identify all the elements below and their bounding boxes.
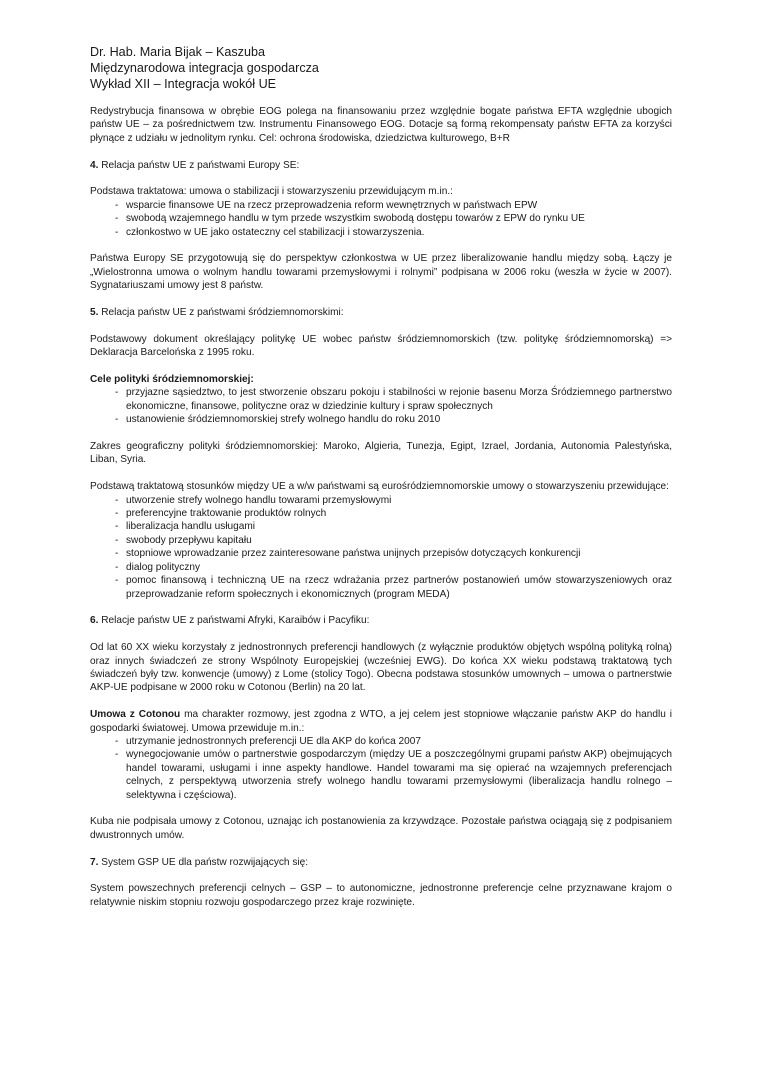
list-item: - utrzymanie jednostronnych preferencji UE dla AKP do końca 2007 <box>115 735 421 747</box>
list-item: - preferencyjne traktowanie produktów rolnych <box>115 508 327 520</box>
list-item: - utworzenie strefy wolnego handlu towarami przemysłowymi <box>115 494 392 506</box>
section-6-title: Relacje państw UE z państwami Afryki, Karaibów i Pacyfiku: <box>98 615 370 627</box>
section-5-title: Relacja państw UE z państwami śródziemnomorskimi: <box>98 307 344 319</box>
section-5-paragraph-1: Podstawowy dokument określający politykę UE wobec państw śródziemnomorskich (tzw. politykę śródziemnomorską) => Deklaracja Barcelońska z 1995 roku. <box>90 333 672 359</box>
list-item: - wsparcie finansowe UE na rzecz przeprowadzenia reform wewnętrznych w państwach EPW <box>115 199 538 211</box>
section-5-number: 5. <box>90 307 99 319</box>
dash-bullet: - <box>115 521 119 533</box>
document-header <box>90 44 672 92</box>
section-5-goals-title: Cele polityki śródziemnomorskiej: <box>90 374 254 386</box>
section-5-heading <box>90 306 672 319</box>
section-4-paragraph: Państwa Europy SE przygotowują się do perspektyw członkostwa w UE przez liberalizowanie handlu między sobą. Łączy je „Wielostronna umowa o wolnym handlu towarami przemysłowymi i rolnymi” podpisana w 2006 roku (weszła w życie w 2007). Sygnatariuszami umowy jest 8 państw. <box>90 253 672 292</box>
document-page <box>90 44 672 923</box>
list-item: - przyjazne sąsiedztwo, to jest stworzenie obszaru pokoju i stabilności w rejonie basenu Morza Śródziemnego partnerstwo ekonomiczne, finansowe, polityczne oraz w dziedzinie kultury i spraw społecznych <box>115 387 672 412</box>
list-item: - członkostwo w UE jako ostateczny cel stabilizacji i stowarzyszenia. <box>115 226 425 238</box>
section-7-number: 7. <box>90 856 99 868</box>
dash-bullet: - <box>115 414 119 426</box>
section-4-list <box>90 199 672 239</box>
section-6-list <box>90 735 672 802</box>
list-item: - stopniowe wprowadzanie przez zainteresowane państwa unijnych przepisów dotyczących konkurencji <box>115 548 581 560</box>
section-5-goals-list <box>90 386 672 426</box>
author-line: Dr. Hab. Maria Bijak – Kaszuba <box>90 45 265 59</box>
section-7-heading <box>90 856 672 869</box>
section-6-paragraph-1: Od lat 60 XX wieku korzystały z jednostronnych preferencji handlowych (z wyłącznie produktów objętych wspólną polityką rolną) oraz innych świadczeń ze strony Wspólnoty Europejskiej (wcześniej EWG). Do końca XX wieku podstawą traktatową tych świadczeń były tzw. konwencje (umowy) z Lome (stolicy Togo). Obecna podstawa stosunków umownych – umowa o partnerstwie AKP-UE podpisane w 2000 roku w Cotonou (Berlin) na 20 lat. <box>90 642 672 694</box>
section-6-paragraph-2: Umowa z Cotonou ma charakter rozmowy, jest zgodna z WTO, a jej celem jest stopniowe włączanie państw AKP do handlu i gospodarki światowej. Umowa przewiduje m.in.: <box>90 709 672 734</box>
list-item: - swobodą wzajemnego handlu w tym przede wszystkim swobodą dostępu towarów z EPW do rynku UE <box>115 213 585 225</box>
intro-paragraph: Redystrybucja finansowa w obrębie EOG polega na finansowaniu przez względnie bogate państwa EFTA względnie ubogich państw UE – za pośrednictwem tzw. Instrumentu Finansowego EOG. Dotacje są formą rekompensaty państw EFTA za korzyści płynące z udziału w jednolitym rynku. Cel: ochrona środowiska, dziedzictwa kulturowego, B+R <box>90 106 672 144</box>
dash-bullet: - <box>115 548 119 560</box>
section-4-title: Relacja państw UE z państwami Europy SE: <box>98 159 300 171</box>
section-5-paragraph-2: Zakres geograficzny polityki śródziemnomorskiej: Maroko, Algieria, Tunezja, Egipt, Izrael, Jordania, Autonomia Palestyńska, Liban, Syria. <box>90 441 672 466</box>
lecture-title: Wykład XII – Integracja wokół UE <box>90 77 277 91</box>
section-4-heading <box>90 159 672 172</box>
section-6-number: 6. <box>90 615 99 627</box>
dash-bullet: - <box>115 494 119 506</box>
dash-bullet: - <box>115 575 119 587</box>
section-4-number: 4. <box>90 159 99 171</box>
dash-bullet: - <box>115 735 119 747</box>
dash-bullet: - <box>115 534 119 546</box>
list-item: - ustanowienie śródziemnomorskiej strefy wolnego handlu do roku 2010 <box>115 414 441 426</box>
list-item: - wynegocjowanie umów o partnerstwie gospodarczym (między UE a poszczególnymi grupami państw AKP) obejmujących handel towarami, usługami i inne aspekty handlowe. Handel towarami ma się opierać na wzajemnych preferencjach celnych, z perspektywą utworzenia strefy wolnego handlu towarami przemysłowymi (liberalizacja handlu rolnego – selektywna i częściowa). <box>115 749 672 801</box>
dash-bullet: - <box>115 749 119 761</box>
section-5-list <box>90 494 672 601</box>
dash-bullet: - <box>115 387 119 399</box>
section-6-heading <box>90 614 672 627</box>
dash-bullet: - <box>115 226 119 238</box>
section-7-title: System GSP UE dla państw rozwijających się: <box>98 856 309 868</box>
list-item: - dialog polityczny <box>115 561 201 573</box>
list-item: - liberalizacja handlu usługami <box>115 521 256 533</box>
list-item: - pomoc finansową i techniczną UE na rzecz wdrażania przez partnerów postanowień umów stowarzyszeniowych oraz przeprowadzanie reform społecznych i ekonomicznych (program MEDA) <box>115 575 672 600</box>
section-5-paragraph-3: Podstawą traktatową stosunków między UE a w/w państwami są eurośródziemnomorskie umowy o stowarzyszeniu przewidujące: <box>90 481 669 493</box>
section-6-paragraph-3: Kuba nie podpisała umowy z Cotonou, uznając ich postanowienia za krzywdzące. Pozostałe państwa ociągają się z podpisaniem dwustronnych umów. <box>90 816 672 841</box>
dash-bullet: - <box>115 199 119 211</box>
dash-bullet: - <box>115 213 119 225</box>
section-4-basis: Podstawa traktatowa: umowa o stabilizacji i stowarzyszeniu przewidującym m.in.: <box>90 186 453 198</box>
dash-bullet: - <box>115 508 119 520</box>
course-title: Międzynarodowa integracja gospodarcza <box>90 61 319 75</box>
dash-bullet: - <box>115 561 119 573</box>
list-item: - swobody przepływu kapitału <box>115 534 252 546</box>
cotonou-lead: Umowa z Cotonou <box>90 709 181 721</box>
section-7-paragraph-1: System powszechnych preferencji celnych – GSP – to autonomiczne, jednostronne preferencje celne przyznawane krajom o relatywnie niskim stopniu rozwoju gospodarczego przez kraje rozwinięte. <box>90 883 672 908</box>
